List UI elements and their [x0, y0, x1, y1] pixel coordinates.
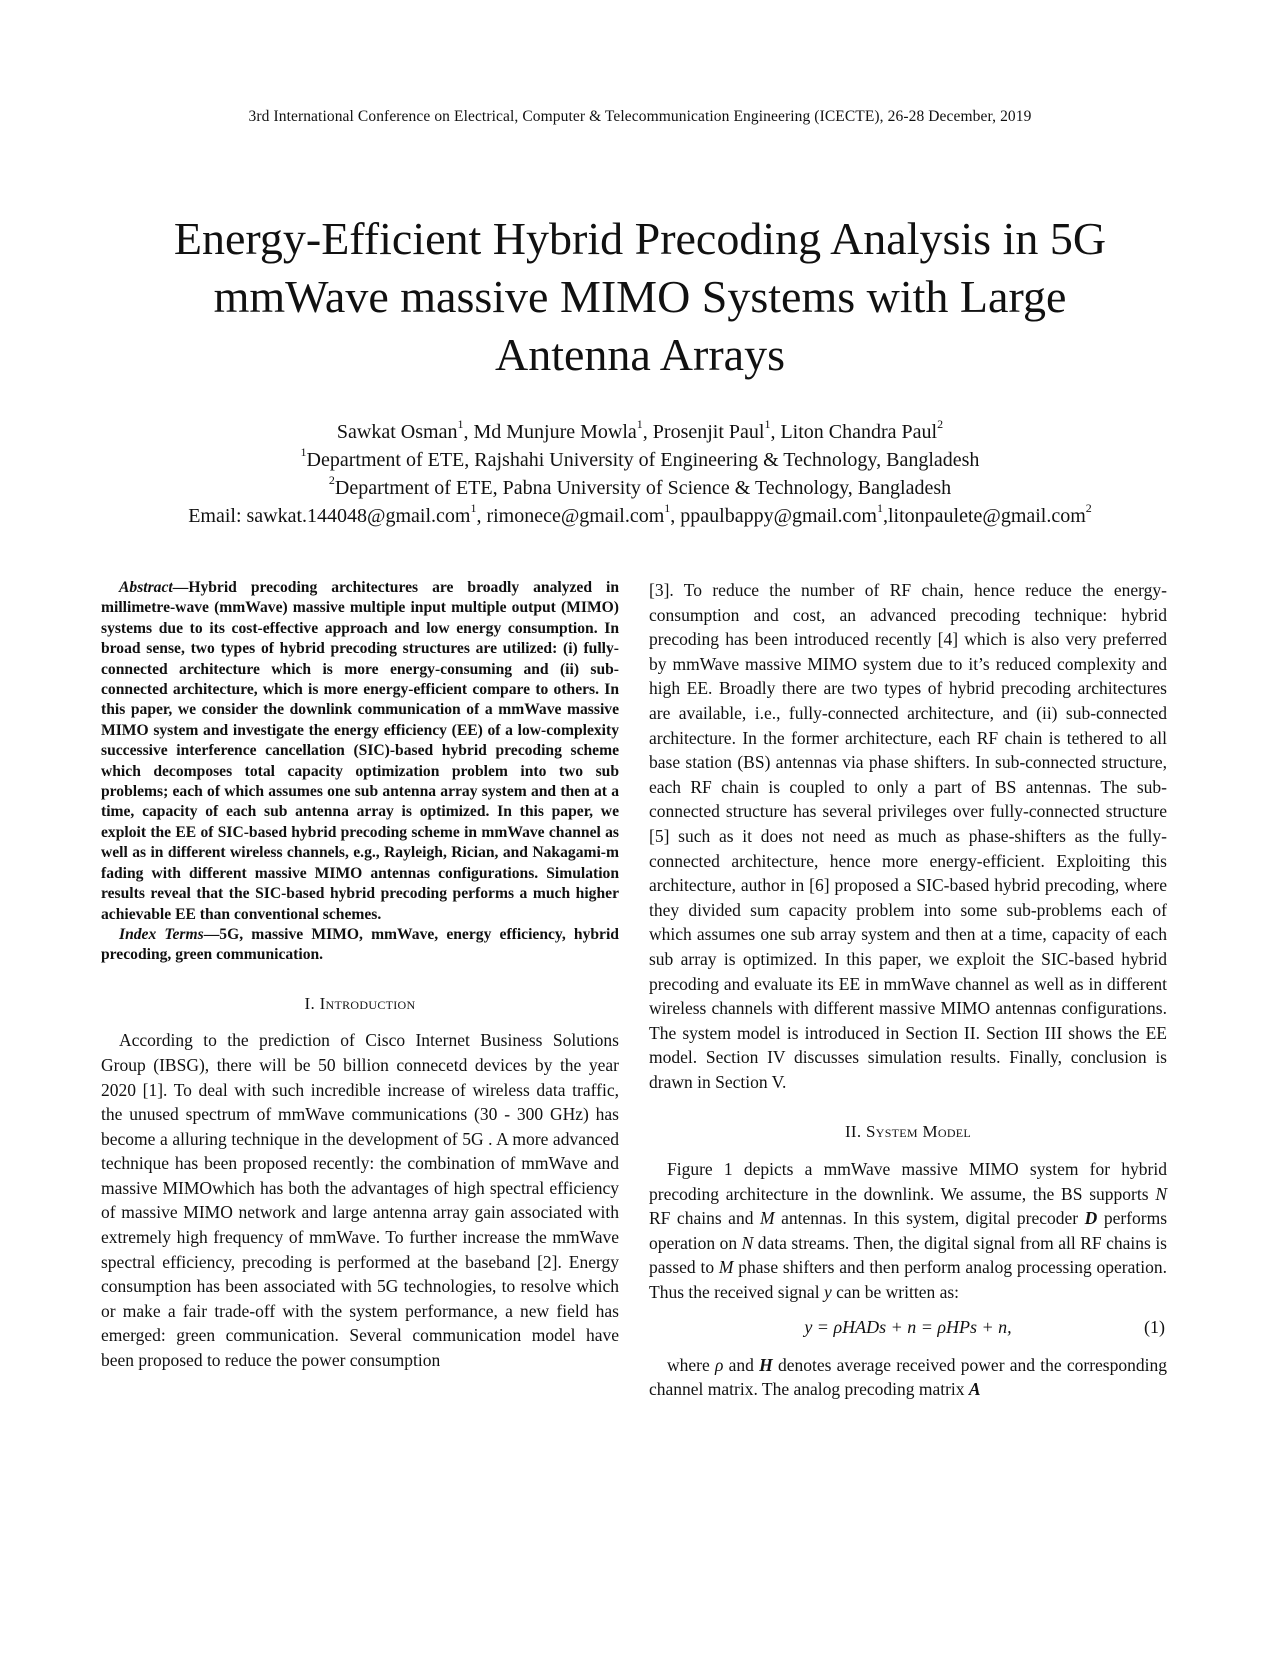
- body-text: where: [667, 1354, 715, 1375]
- author-names: [40, 418, 1240, 446]
- abstract-text: —Hybrid precoding architectures are broadly analyzed in millimetre-wave (mmWave) massive multiple input multiple output (MIMO) systems due to its cost-effective approach and low energy consumption. In broad sense, two types of hybrid precoding structures are utilized: (i) fully-connected architecture which is more energy-consuming and (ii) sub-connected architecture, which is more energy-efficient compare to others. In this paper, we consider the downlink communication of a mmWave massive MIMO system and investigate the energy efficiency (EE) of a low-complexity successive interference cancellation (SIC)-based hybrid precoding scheme which decomposes total capacity optimization problem into two sub problems; each of which assumes one sub antenna array system and then at a time, capacity of each sub antenna array is optimized. In this paper, we exploit the EE of SIC-based hybrid precoding scheme in mmWave channel as well as in different wireless channels, e.g., Rayleigh, Rician, and Nakagami-m fading with different massive MIMO antennas configurations. Simulation results reveal that the SIC-based hybrid precoding performs a much higher achievable EE than conventional schemes.: [101, 579, 619, 923]
- body-text: denotes average received power and the corresponding channel matrix. The analog precoding matrix: [649, 1354, 1167, 1400]
- body-text: antennas. In this system, digital precoder: [774, 1208, 1085, 1229]
- body-text: RF chains and: [649, 1208, 760, 1229]
- author-name: Sawkat Osman: [336, 421, 458, 443]
- affiliation-mark: 2: [328, 473, 335, 488]
- equation-number: (1): [1144, 1316, 1165, 1337]
- title-line-1: Energy-Efficient Hybrid Precoding Analysis in 5G: [173, 213, 1107, 264]
- section-heading-system-model: [649, 1120, 1167, 1145]
- abstract-lead: Abstract: [119, 579, 173, 596]
- email-address: sawkat.144048@gmail.com: [246, 505, 471, 527]
- email-address: ,litonpaulete@gmail.com: [882, 505, 1086, 527]
- author-name: , Md Munjure Mowla: [463, 421, 637, 443]
- abstract: [101, 578, 619, 925]
- affiliation-mark: 2: [1085, 501, 1092, 516]
- equation-1: [649, 1309, 1167, 1345]
- author-block: [40, 418, 1240, 530]
- email-line: [40, 502, 1240, 530]
- section-title: Introduction: [319, 993, 416, 1013]
- equation-explanation: [649, 1353, 1167, 1402]
- section-title: System Model: [865, 1122, 972, 1142]
- body-text: can be written as:: [831, 1282, 960, 1303]
- affiliation-mark: 1: [636, 417, 643, 432]
- author-name: , Prosenjit Paul: [642, 421, 765, 443]
- affiliation-mark: 1: [664, 501, 671, 516]
- index-terms-text: —5G, massive MIMO, mmWave, energy efficiency, hybrid precoding, green communication.: [101, 925, 619, 964]
- body-text: phase shifters and then perform analog processing operation. Thus the received signal: [649, 1257, 1167, 1303]
- right-column: [649, 578, 1167, 1402]
- affiliation-mark: 1: [764, 417, 771, 432]
- affiliation-1: [40, 446, 1240, 474]
- title-line-2: mmWave massive MIMO Systems with Large: [213, 271, 1067, 322]
- title-line-3: Antenna Arrays: [495, 329, 785, 380]
- affiliation-mark: 2: [937, 417, 944, 432]
- intro-paragraph-continued: [3]. To reduce the number of RF chain, hence reduce the energy-consumption and cost, an advanced precoding technique: hybrid precoding has been introduced recently [4] which is also very preferred by mmWave massive MIMO system due to it’s reduced complexity and high EE. Broadly there are two types of hybrid precoding architectures are available, i.e., fully-connected architecture, and (ii) sub-connected architecture. In the former architecture, each RF chain is tethered to all base station (BS) antennas via phase shifters. In sub-connected structure, each RF chain is coupled to only a part of BS antennas. The sub-connected structure has several privileges over fully-connected structure [5] such as it does not need as much as phase-shifters as the fully-connected architecture, hence more energy-efficient. Exploiting this architecture, author in [6] proposed a SIC-based hybrid precoding, where they divided sum capacity problem into some sub-problems each of which assumes one sub array system and then at a time, capacity of each sub array is optimized. In this paper, we exploit the SIC-based hybrid precoding and evaluate its EE in mmWave channel as well as in different wireless channels with different massive MIMO antennas configurations. The system model is introduced in Section II. Section III shows the EE model. Section IV discusses simulation results. Finally, conclusion is drawn in Section V.: [649, 580, 1167, 1092]
- section-number: I.: [304, 993, 320, 1013]
- system-model-paragraph: [649, 1157, 1167, 1305]
- index-terms-lead: Index Terms: [119, 925, 204, 943]
- body-text: data streams. Then, the digital signal from all RF chains is passed to: [649, 1232, 1167, 1278]
- index-terms: [101, 925, 619, 966]
- body-text: Figure 1 depicts a mmWave massive MIMO system for hybrid precoding architecture in the downlink. We assume, the BS supports: [649, 1159, 1167, 1204]
- affiliation-2: [40, 474, 1240, 502]
- email-address: , ppaulbappy@gmail.com: [670, 505, 877, 527]
- body-text: performs operation on: [649, 1208, 1167, 1253]
- section-heading-introduction: [101, 992, 619, 1017]
- math-variable: N: [741, 1232, 754, 1253]
- math-variable: y: [823, 1282, 832, 1303]
- affiliation-mark: 1: [457, 417, 464, 432]
- author-name: , Liton Chandra Paul: [770, 421, 938, 443]
- paper-title: [90, 210, 1190, 384]
- math-variable: N: [1155, 1183, 1167, 1204]
- affiliation-mark: 1: [876, 501, 883, 516]
- affiliation-text: Department of ETE, Rajshahi University of Engineering & Technology, Bangladesh: [306, 449, 980, 471]
- left-column: [101, 578, 619, 1373]
- affiliation-mark: 1: [300, 445, 307, 460]
- affiliation-mark: 1: [470, 501, 477, 516]
- math-variable: A: [968, 1379, 981, 1400]
- math-variable: ρ: [714, 1354, 724, 1375]
- body-text: and: [723, 1354, 760, 1375]
- intro-paragraph: According to the prediction of Cisco Internet Business Solutions Group (IBSG), there will be 50 billion connecetd devices by the year 2020 [1]. To deal with such incredible increase of wireless data traffic, the unused spectrum of mmWave communications (30 - 300 GHz) has become a alluring technique in the development of 5G . A more advanced technique has been proposed recently: the combination of mmWave and massive MIMOwhich has both the advantages of high spectral efficiency of massive MIMO network and large antenna array gain associated with extremely high frequency of mmWave. To further increase the mmWave spectral efficiency, precoding is performed at the baseband [2]. Energy consumption has been associated with 5G technologies, to resolve which or make a fair trade-off with the system performance, a new field has emerged: green communication. Several communication model have been proposed to reduce the power consumption: [101, 1030, 619, 1371]
- math-variable: M: [759, 1208, 775, 1229]
- email-address: , rimonece@gmail.com: [476, 505, 665, 527]
- math-variable: H: [759, 1354, 773, 1375]
- email-label: Email:: [188, 505, 247, 527]
- math-variable: D: [1084, 1208, 1098, 1229]
- equation-body: y = ρHADs + n = ρHPs + n,: [804, 1316, 1012, 1337]
- section-number: II.: [844, 1122, 866, 1142]
- math-variable: M: [718, 1257, 734, 1278]
- conference-header: 3rd International Conference on Electrical, Computer & Telecommunication Engineering (ICECTE), 26-28 December, 2019: [248, 108, 1032, 125]
- affiliation-text: Department of ETE, Pabna University of Science & Technology, Bangladesh: [334, 477, 952, 499]
